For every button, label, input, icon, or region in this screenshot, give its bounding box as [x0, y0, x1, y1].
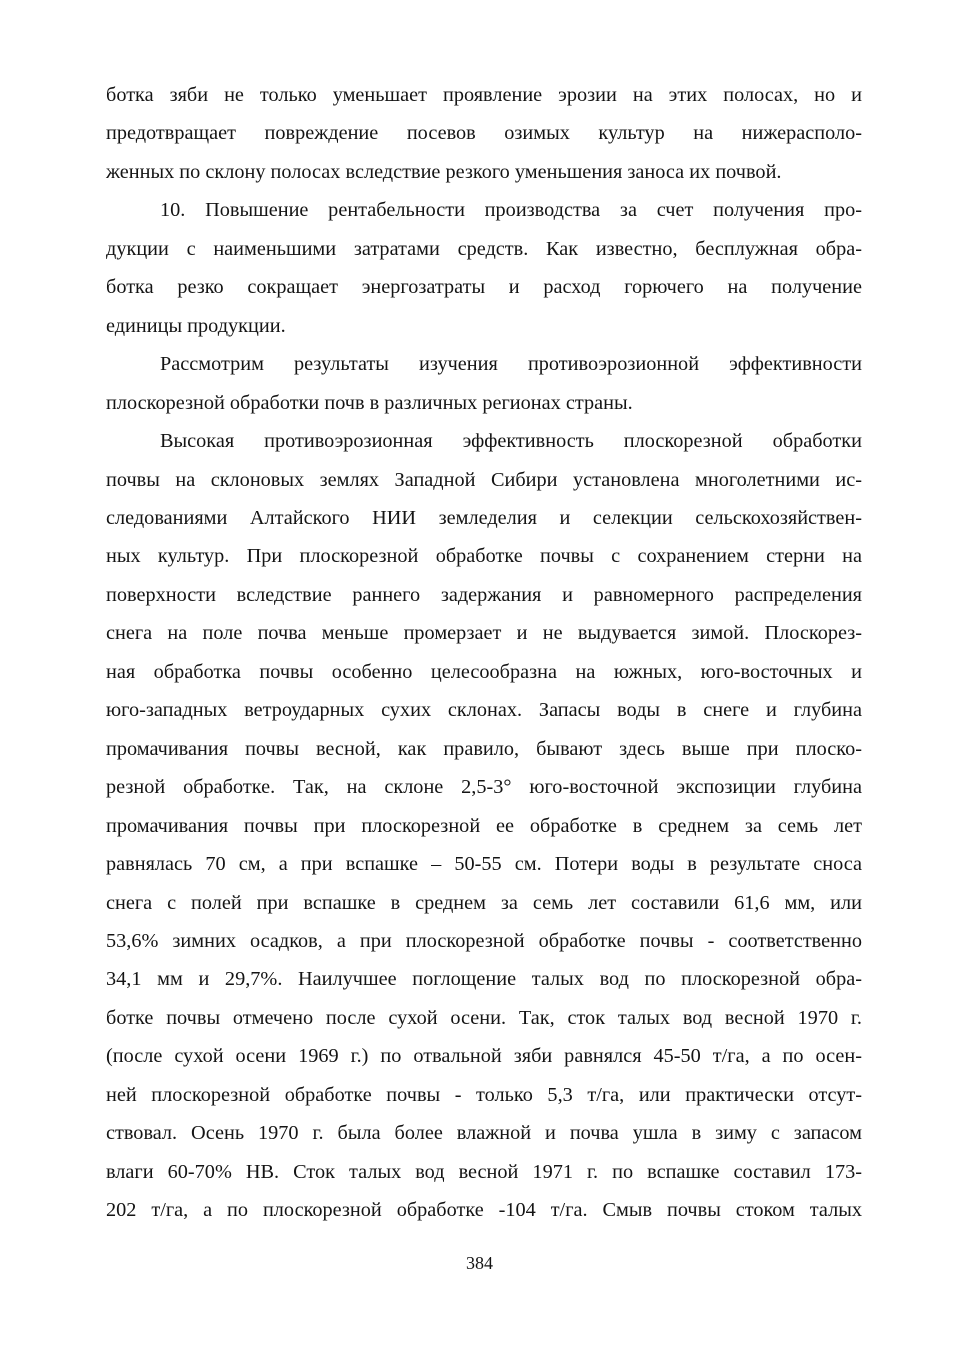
text-line: ных культур. При плоскорезной обработке почвы с сохранением стерни на — [106, 545, 862, 568]
paragraph-line — [106, 653, 862, 691]
paragraph-line — [106, 845, 862, 883]
text-line: плоскорезной обработки почв в различных регионах страны. — [106, 391, 633, 414]
paragraph — [106, 345, 862, 422]
paragraph-line — [106, 537, 862, 575]
paragraph-line — [106, 960, 862, 998]
paragraph-line — [106, 691, 862, 729]
paragraph-line — [106, 1076, 862, 1114]
paragraph-line — [106, 1114, 862, 1152]
paragraph — [106, 422, 862, 1230]
paragraph-line — [106, 114, 862, 152]
paragraph-line — [106, 999, 862, 1037]
paragraph-line — [106, 768, 862, 806]
text-line: 10. Повышение рентабельности производства за счет получения про- — [160, 199, 862, 222]
text-line: ботке почвы отмечено после сухой осени. Так, сток талых вод весной 1970 г. — [106, 1006, 862, 1029]
text-line: Рассмотрим результаты изучения противоэрозионной эффективности — [160, 353, 862, 376]
paragraph-last-line — [106, 307, 862, 345]
text-line: ботка резко сокращает энергозатраты и расход горючего на получение — [106, 276, 862, 299]
paragraph-line — [106, 345, 862, 383]
paragraph-line — [106, 230, 862, 268]
paragraph-line — [106, 76, 862, 114]
paragraph-line — [106, 191, 862, 229]
text-line: 34,1 мм и 29,7%. Наилучшее поглощение талых вод по плоскорезной обра- — [106, 968, 862, 991]
text-line: женных по склону полосах вследствие резкого уменьшения заноса их почвой. — [106, 160, 782, 183]
paragraph-line — [106, 422, 862, 460]
text-line: снега с полей при вспашке в среднем за семь лет составили 61,6 мм, или — [106, 891, 862, 914]
body-text — [106, 76, 862, 1230]
text-line: 202 т/га, а по плоскорезной обработке -104 т/га. Смыв почвы стоком талых — [106, 1199, 862, 1222]
text-line: промачивания почвы при плоскорезной ее обработке в среднем за семь лет — [106, 814, 862, 837]
paragraph-line — [106, 807, 862, 845]
paragraph-line — [106, 614, 862, 652]
text-line: резной обработке. Так, на склоне 2,5-3° юго-восточной экспозиции глубина — [106, 776, 862, 799]
text-line: (после сухой осени 1969 г.) по отвальной зяби равнялся 45-50 т/га, а по осен- — [106, 1045, 862, 1068]
paragraph — [106, 76, 862, 191]
text-line: Высокая противоэрозионная эффективность плоскорезной обработки — [160, 430, 862, 453]
paragraph-line — [106, 461, 862, 499]
text-line: снега на поле почва меньше промерзает и не выдувается зимой. Плоскорез- — [106, 622, 862, 645]
paragraph-line — [106, 499, 862, 537]
page-number: 384 — [466, 1253, 493, 1273]
text-line: промачивания почвы весной, как правило, бывают здесь выше при плоско- — [106, 737, 862, 760]
text-line: юго-западных ветроударных сухих склонах. Запасы воды в снеге и глубина — [106, 699, 862, 722]
paragraph-line — [106, 730, 862, 768]
text-line: ботка зяби не только уменьшает проявление эрозии на этих полосах, но и — [106, 84, 862, 106]
paragraph-line — [106, 1037, 862, 1075]
text-line: 53,6% зимних осадков, а при плоскорезной обработке почвы - соответственно — [106, 929, 862, 952]
paragraph-last-line — [106, 153, 862, 191]
text-line: предотвращает повреждение посевов озимых культур на нижерасполо- — [106, 122, 862, 145]
text-line: следованиями Алтайского НИИ земледелия и селекции сельскохозяйствен- — [106, 506, 862, 529]
text-line: единицы продукции. — [106, 314, 286, 337]
paragraph-line — [106, 268, 862, 306]
paragraph-line — [106, 1153, 862, 1191]
text-line: равнялась 70 см, а при вспашке – 50-55 см. Потери воды в результате сноса — [106, 853, 862, 876]
paragraph-last-line — [106, 384, 862, 422]
paragraph-line — [106, 922, 862, 960]
paragraph-line — [106, 884, 862, 922]
text-line: ная обработка почвы особенно целесообразна на южных, юго-восточных и — [106, 660, 862, 683]
text-line: поверхности вследствие раннего задержания и равномерного распределения — [106, 583, 862, 606]
text-line: почвы на склоновых землях Западной Сибири установлена многолетними ис- — [106, 468, 862, 491]
text-line: ствовал. Осень 1970 г. была более влажной и почва ушла в зиму с запасом — [106, 1122, 862, 1145]
paragraph-line — [106, 576, 862, 614]
text-line: дукции с наименьшими затратами средств. Как известно, бесплужная обра- — [106, 237, 862, 260]
text-line: влаги 60-70% НВ. Сток талых вод весной 1971 г. по вспашке составил 173- — [106, 1160, 862, 1183]
paragraph — [106, 191, 862, 345]
paragraph-last-line — [106, 1191, 862, 1229]
text-line: ней плоскорезной обработке почвы - только 5,3 т/га, или практически отсут- — [106, 1083, 862, 1106]
